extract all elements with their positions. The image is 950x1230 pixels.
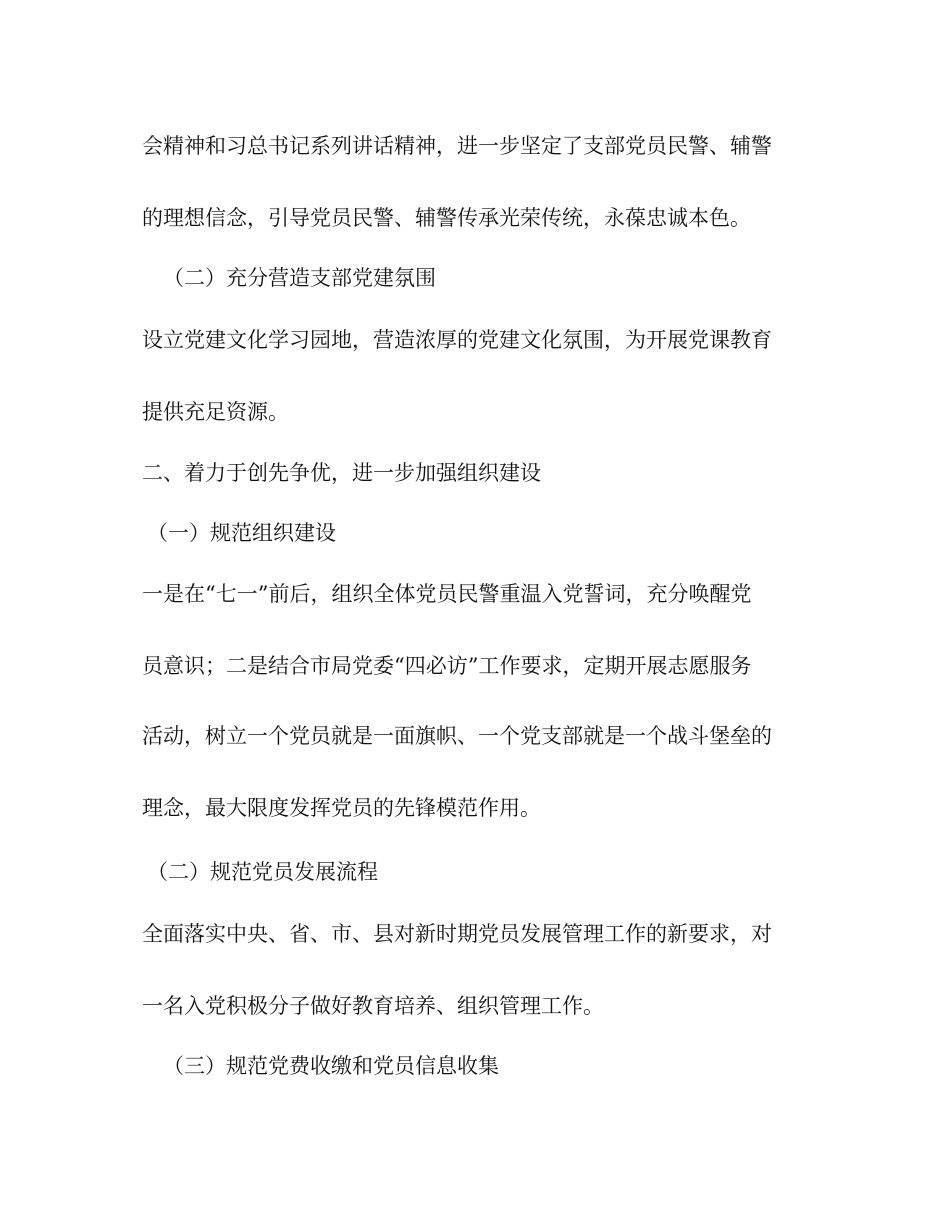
section-heading: （二）充分营造支部党建氛围: [163, 266, 436, 290]
paragraph-line: 提供充足资源。: [142, 400, 289, 424]
paragraph-line: 员意识；二是结合市局党委“四必访”工作要求，定期开展志愿服务: [142, 654, 752, 678]
paragraph-line: 活动，树立一个党员就是一面旗帜、一个党支部就是一个战斗堡垒的: [142, 724, 772, 748]
chapter-heading: 二、着力于创先争优，进一步加强组织建设: [142, 461, 541, 485]
section-heading: （二）规范党员发展流程: [147, 860, 378, 884]
section-heading: （三）规范党费收缴和党员信息收集: [163, 1054, 499, 1078]
paragraph-line: 全面落实中央、省、市、县对新时期党员发展管理工作的新要求，对: [142, 922, 772, 946]
paragraph-line: 理念，最大限度发挥党员的先锋模范作用。: [142, 796, 541, 820]
paragraph-line: 一名入党积极分子做好教育培养、组织管理工作。: [142, 994, 604, 1018]
paragraph-line: 一是在“七一”前后，组织全体党员民警重温入党誓词，充分唤醒党: [142, 582, 752, 606]
paragraph-line: 设立党建文化学习园地，营造浓厚的党建文化氛围，为开展党课教育: [142, 328, 772, 352]
paragraph-line: 会精神和习总书记系列讲话精神，进一步坚定了支部党员民警、辅警: [142, 134, 772, 158]
paragraph-line: 的理想信念，引导党员民警、辅警传承光荣传统，永葆忠诚本色。: [142, 206, 751, 230]
section-heading: （一）规范组织建设: [147, 521, 336, 545]
